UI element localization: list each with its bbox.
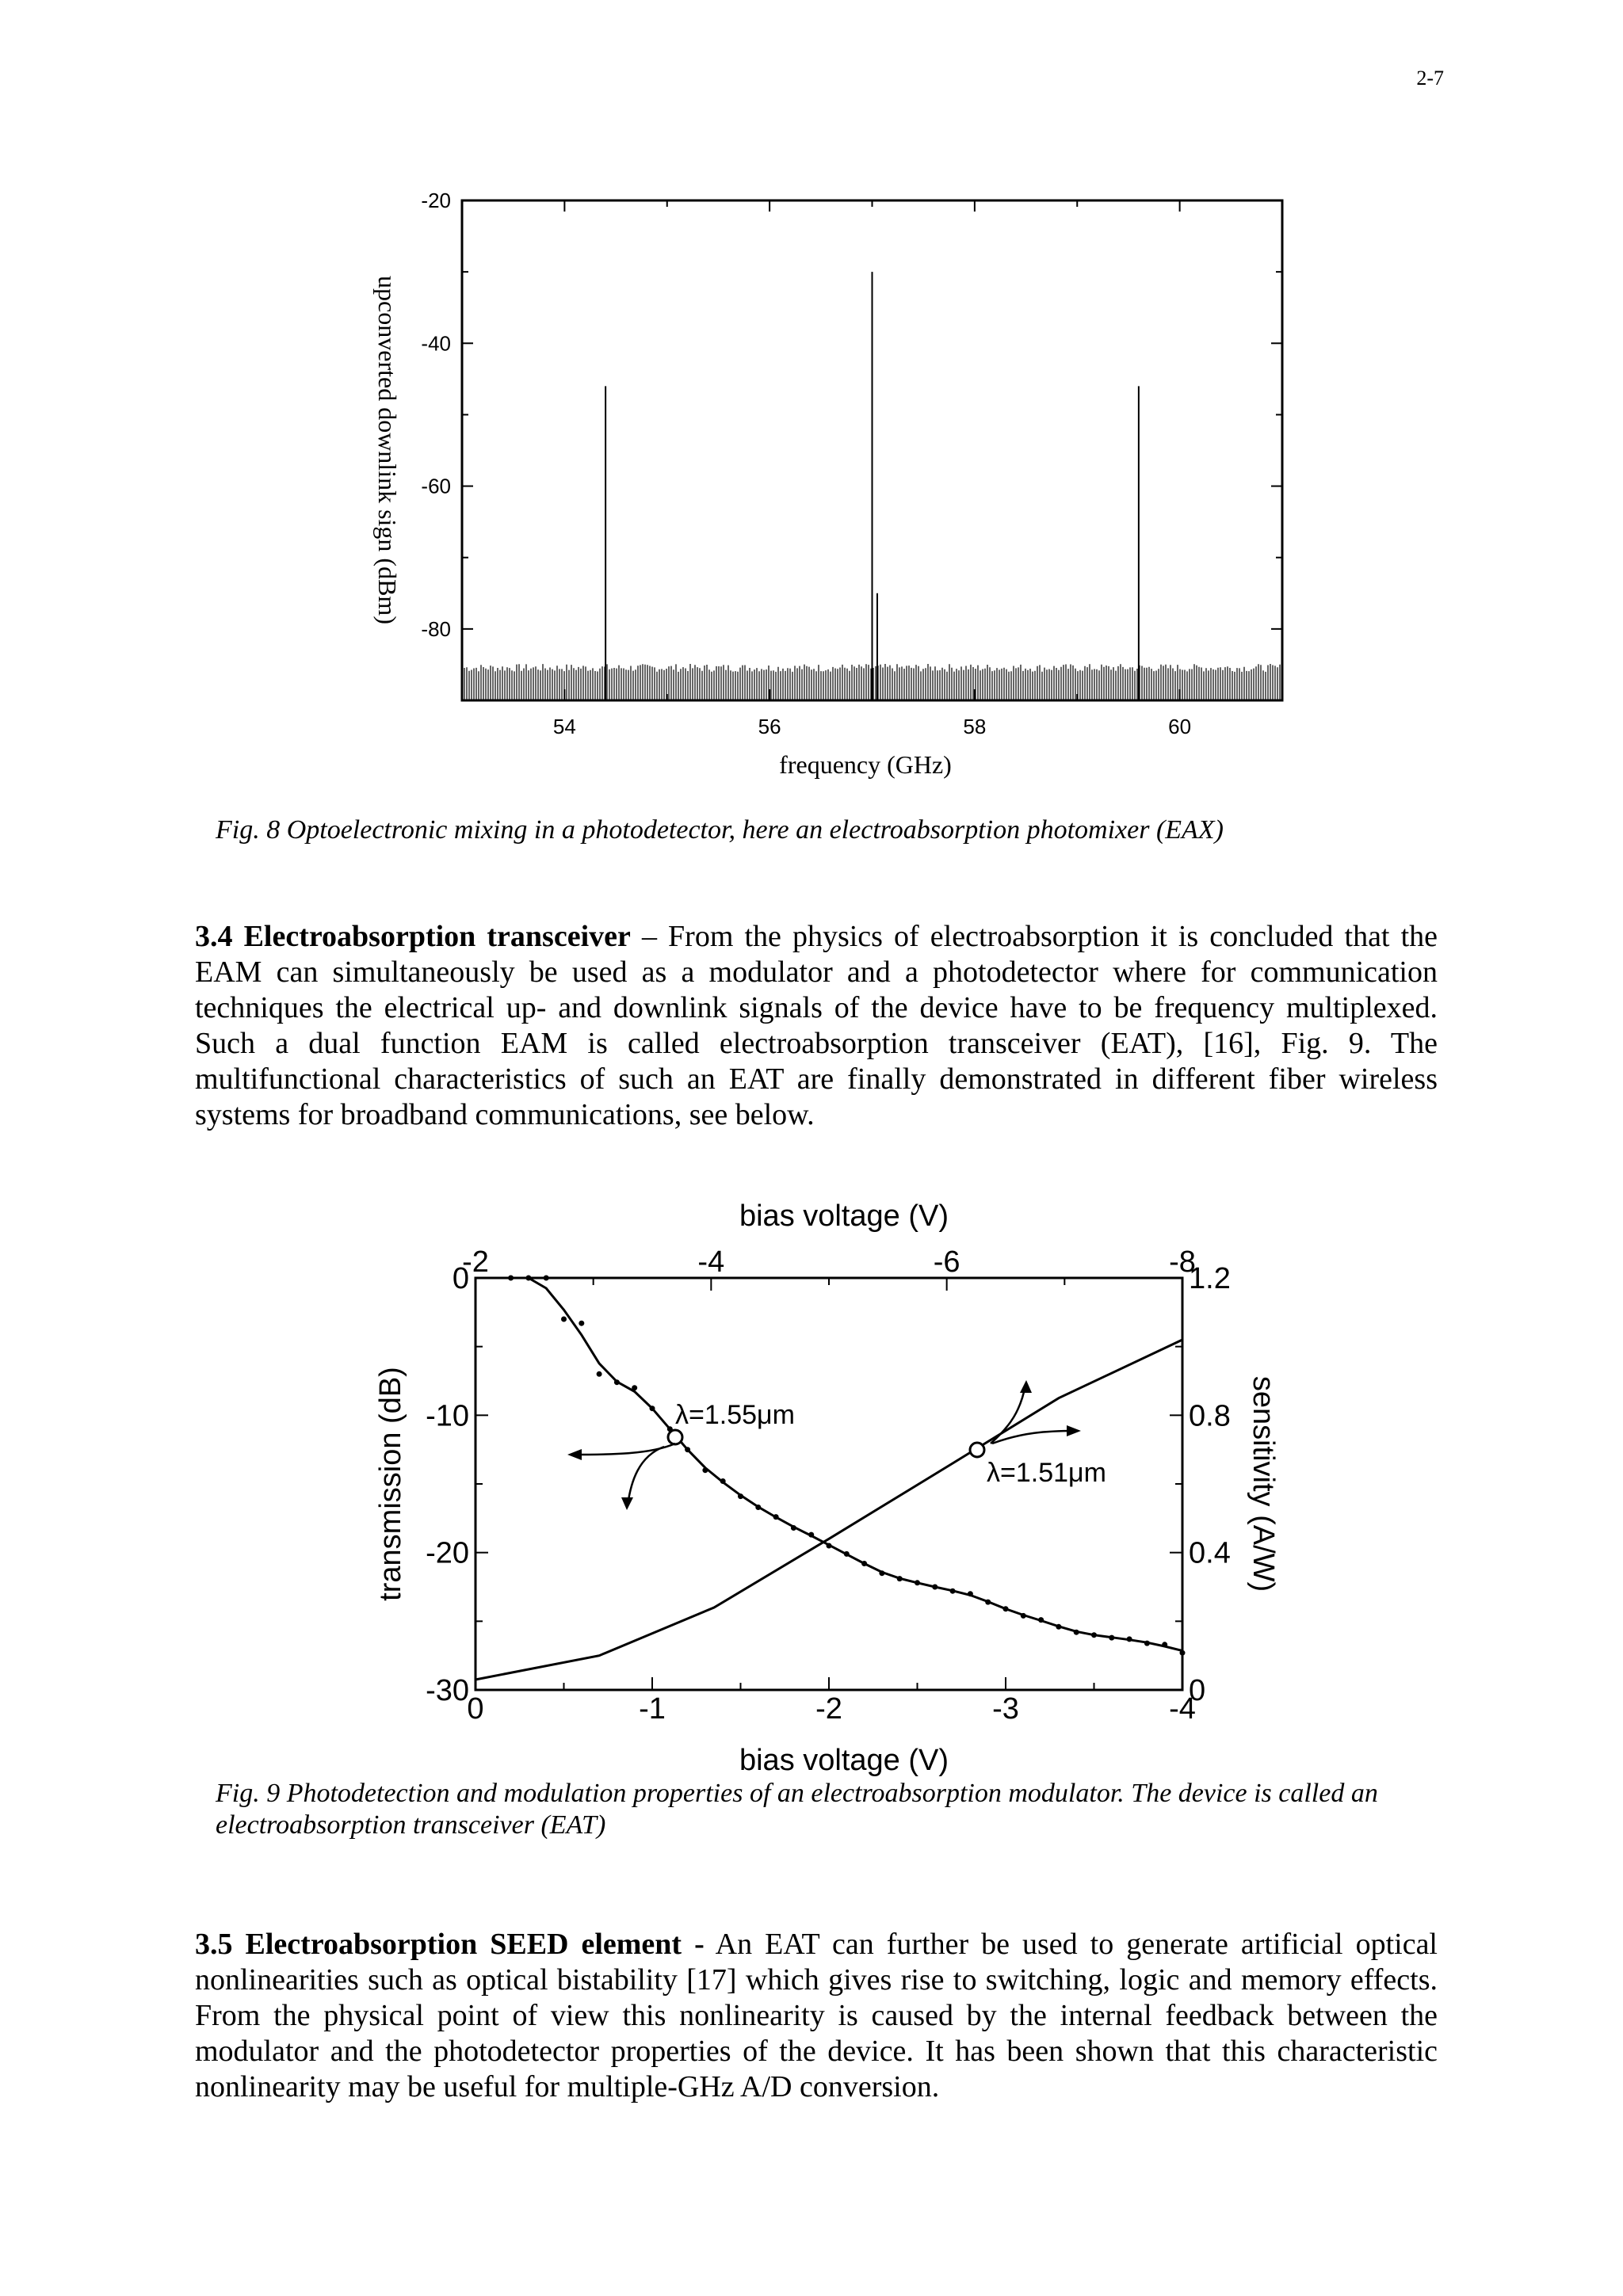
fig8-y-tick-label: -80	[421, 616, 451, 641]
fig9-data-point	[932, 1585, 938, 1590]
fig9-data-point	[968, 1591, 973, 1596]
fig9-label-1.55um: λ=1.55μm	[675, 1400, 795, 1430]
fig8-y-tick-label: -40	[421, 331, 451, 356]
fig9-data-point	[1003, 1606, 1009, 1611]
fig9-x-top-tick-label: -6	[933, 1245, 960, 1279]
fig9-x-tick-label: -1	[639, 1692, 666, 1726]
fig9-label-1.51um: λ=1.51μm	[987, 1458, 1106, 1488]
section-3-4-heading: 3.4 Electroabsorption transceiver	[195, 920, 631, 953]
fig9-data-point	[827, 1543, 832, 1549]
page-number: 2-7	[1416, 67, 1444, 90]
fig9-x-top-tick-label: -2	[462, 1245, 489, 1279]
fig9-tick-labels	[426, 1245, 1231, 1726]
fig9-x-top-tick-label: -4	[697, 1245, 725, 1279]
fig9-x-axis-label: bias voltage (V)	[739, 1744, 949, 1777]
fig9-data-point	[879, 1570, 884, 1576]
section-3-4-body: – From the physics of electroabsorption it is concluded that the EAM can simultaneously be used as a modulator and a photodetector where for communication techniques the electrical up- and downlink signals of the device have to be frequency multiplexed. Such a dual function EAM is called electroabsorption transceiver (EAT), [16], Fig. 9. The multifunctional characteristics of such an EAT are finally demonstrated in different fiber wireless systems for broadband communications, see below.	[195, 920, 1438, 1131]
fig9-data-point	[597, 1371, 602, 1377]
fig9-annotations	[567, 1380, 1106, 1510]
fig9-data-point	[702, 1467, 708, 1473]
fig9-data-point	[985, 1600, 991, 1605]
fig9-y-axis-label-right: sensitivity (A/W)	[1247, 1375, 1280, 1592]
fig9-data-point	[1127, 1636, 1132, 1642]
fig9-arrow-right	[992, 1431, 1076, 1444]
fig9-data-point	[650, 1405, 655, 1411]
fig9-arrowhead-up	[1020, 1380, 1032, 1393]
fig9-data-point	[1162, 1642, 1167, 1647]
fig9-data-point	[561, 1317, 567, 1322]
fig9-data-point	[720, 1478, 726, 1484]
fig9-y-tick-label: -20	[426, 1536, 469, 1570]
fig8-x-tick-label: 56	[758, 715, 781, 738]
fig9-data-point	[861, 1561, 867, 1566]
section-3-5-body: An EAT can further be used to generate artificial optical nonlinearities such as optical bistability [17] which gives rise to switching, logic and memory effects. From the physical point of view this nonlinearity is caused by the internal feedback between the modulator and the photodetector properties of the device. It has been shown that this characteristic nonlinearity may be useful for multiple-GHz A/D conversion.	[195, 1928, 1438, 2103]
fig8-x-tick-label: 54	[552, 715, 576, 738]
fig9-y-right-tick-label: 1.2	[1189, 1262, 1231, 1295]
fig9-series-1.51um-line	[475, 1340, 1182, 1680]
fig9-data-point	[508, 1276, 514, 1281]
fig9-data-point	[632, 1385, 637, 1390]
fig8-y-tick-label: -60	[421, 474, 451, 498]
fig9-data-point	[950, 1589, 956, 1594]
fig9-data-point	[1021, 1613, 1026, 1619]
fig9-data-point	[808, 1532, 814, 1538]
fig9-y-right-tick-label: 0.4	[1189, 1536, 1231, 1570]
fig9-data-point	[791, 1525, 796, 1531]
fig9-data-point	[897, 1576, 903, 1581]
fig9-data-point	[1038, 1617, 1044, 1623]
fig9-arrowhead-left	[567, 1449, 582, 1460]
fig9-data-point	[1074, 1630, 1079, 1635]
fig9-x-tick-label: -2	[815, 1692, 842, 1726]
fig9-y-right-tick-label: 0.8	[1189, 1399, 1231, 1433]
section-3-5-heading: 3.5 Electroabsorption SEED element -	[195, 1928, 705, 1961]
fig9-y-tick-label: -10	[426, 1399, 469, 1433]
fig9-data-point	[755, 1505, 761, 1510]
fig9-data-point	[1144, 1641, 1150, 1646]
fig9-arrowhead-right	[1067, 1425, 1081, 1436]
fig9-data-point	[1091, 1632, 1097, 1638]
fig9-data-point	[773, 1514, 779, 1520]
fig8-y-axis-label: upconverted downlink sign (dBm)	[373, 276, 402, 624]
fig9-arrow-down	[628, 1447, 664, 1505]
fig9-data-point	[915, 1580, 920, 1585]
fig8-x-tick-label: 58	[963, 715, 987, 738]
fig9-x-top-tick-label: -8	[1169, 1245, 1196, 1279]
fig9-data-point	[614, 1379, 620, 1385]
fig9-x-tick-label: -4	[1169, 1692, 1196, 1726]
fig9-data-point	[1109, 1635, 1114, 1641]
fig9-x-tick-label: -3	[992, 1692, 1019, 1726]
fig9-arrowhead-down	[621, 1497, 633, 1510]
fig9-marker-1.51um	[970, 1443, 984, 1457]
fig9-x-axis-label-top: bias voltage (V)	[739, 1199, 949, 1233]
fig8-x-tick-label: 60	[1168, 715, 1192, 738]
fig9-marker-1.55um	[668, 1430, 682, 1444]
fig9-data-point	[844, 1551, 850, 1557]
fig9-data-point	[579, 1321, 584, 1326]
fig8-y-tick-label: -20	[421, 189, 451, 212]
fig9-data-point	[544, 1276, 549, 1281]
figure-9-caption: Fig. 9 Photodetection and modulation properties of an electroabsorption modulator. The device is called an electroabsorption transceiver (EAT)	[216, 1779, 1378, 1840]
fig8-x-axis-label: frequency (GHz)	[779, 750, 952, 779]
fig9-data-point	[685, 1447, 690, 1452]
fig9-x-tick-label: 0	[467, 1692, 484, 1726]
fig9-y-right-tick-label: 0	[1189, 1674, 1206, 1707]
fig9-y-tick-label: -30	[426, 1674, 469, 1707]
fig9-y-axis-label: transmission (dB)	[374, 1367, 407, 1601]
fig9-data-point	[1056, 1624, 1061, 1630]
fig9-y-tick-label: 0	[452, 1262, 469, 1295]
fig9-data-point	[738, 1493, 743, 1499]
section-3-5-paragraph	[195, 1927, 1438, 2105]
fig9-data-point	[525, 1276, 531, 1281]
figure-8-caption: Fig. 8 Optoelectronic mixing in a photodetector, here an electroabsorption photomixer (EAX)	[216, 815, 1224, 845]
fig9-data-point	[1180, 1650, 1186, 1656]
